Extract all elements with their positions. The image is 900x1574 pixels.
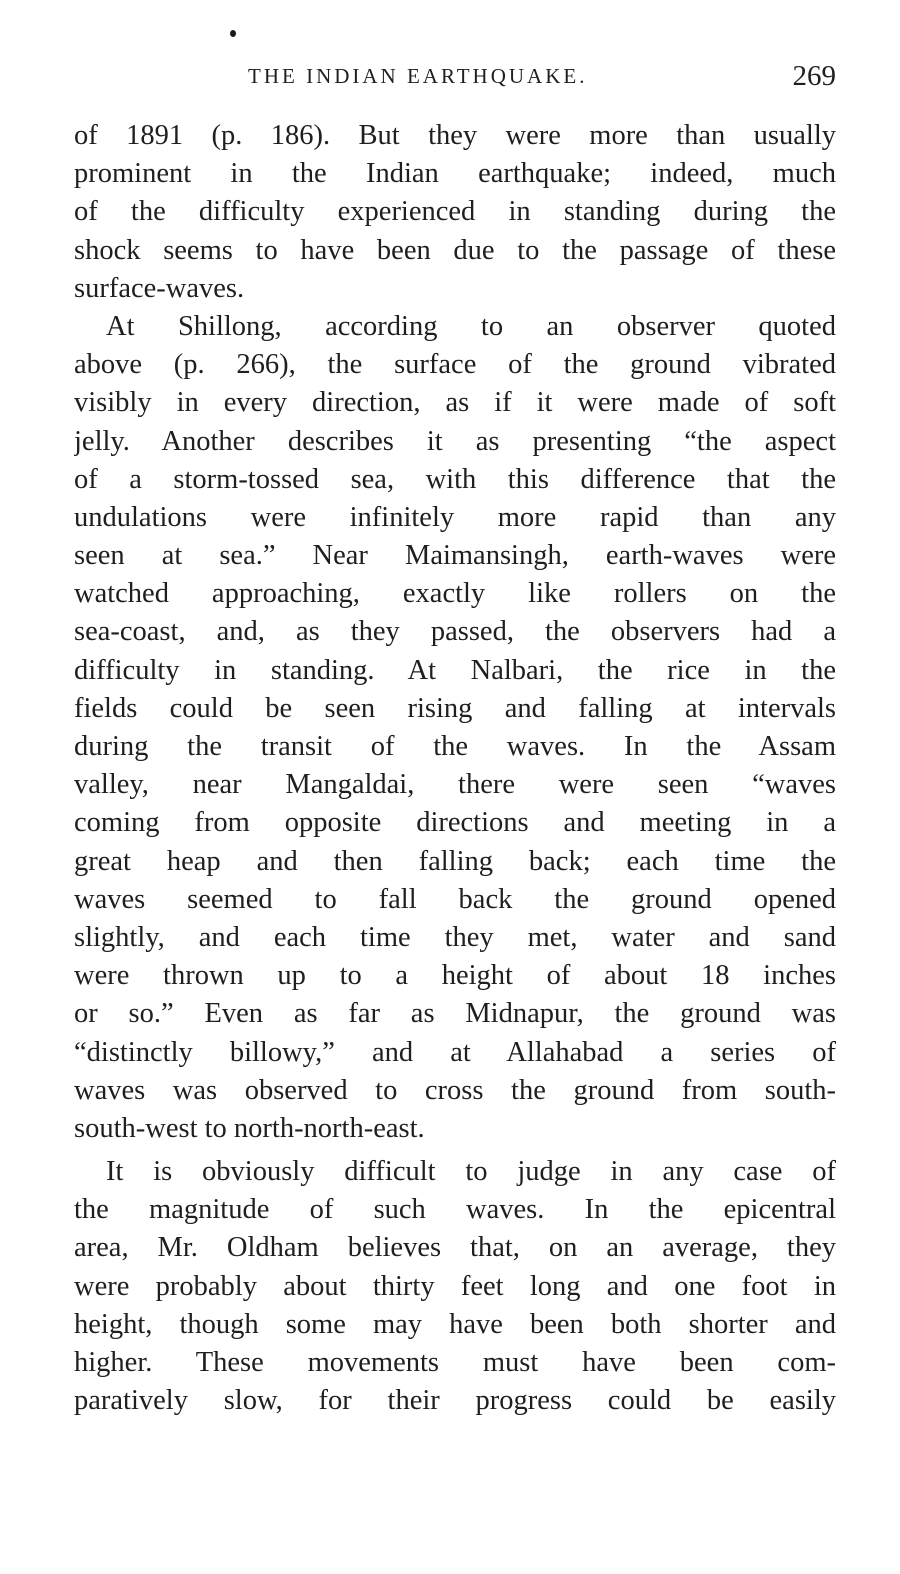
ink-speck bbox=[230, 30, 236, 37]
text-line: watched approaching, exactly like rollers on the bbox=[74, 578, 836, 610]
text-line: above (p. 266), the surface of the ground vibrated bbox=[74, 349, 836, 381]
text-line: prominent in the Indian earthquake; indeed, much bbox=[74, 158, 836, 190]
text-line: It is obviously difficult to judge in any case of bbox=[106, 1156, 836, 1188]
text-line: paratively slow, for their progress could be easily bbox=[74, 1385, 836, 1417]
running-title: THE INDIAN EARTHQUAKE. bbox=[248, 64, 588, 88]
text-line: area, Mr. Oldham believes that, on an average, they bbox=[74, 1232, 836, 1264]
text-line: during the transit of the waves. In the Assam bbox=[74, 731, 836, 762]
text-line: waves seemed to fall back the ground opened bbox=[74, 883, 836, 915]
text-line: higher. These movements must have been com- bbox=[74, 1347, 836, 1378]
text-line: difficulty in standing. At Nalbari, the rice in the bbox=[74, 654, 836, 686]
text-line: undulations were infinitely more rapid than any bbox=[74, 501, 836, 533]
text-line: the magnitude of such waves. In the epicentral bbox=[74, 1194, 836, 1226]
text-line: of 1891 (p. 186). But they were more than usually bbox=[74, 120, 836, 151]
body-text bbox=[74, 117, 836, 1420]
running-head bbox=[74, 58, 836, 94]
text-line: At Shillong, according to an observer quoted bbox=[106, 310, 836, 342]
text-line: jelly. Another describes it as presenting “the aspect bbox=[74, 425, 836, 457]
paragraph bbox=[74, 1153, 836, 1420]
text-line: or so.” Even as far as Midnapur, the ground was bbox=[74, 998, 836, 1030]
text-line: south-west to north-north-east. bbox=[74, 1112, 425, 1144]
text-line: valley, near Mangaldai, there were seen “waves bbox=[74, 769, 836, 801]
text-line: great heap and then falling back; each time the bbox=[74, 845, 836, 877]
text-line: were thrown up to a height of about 18 inches bbox=[74, 960, 836, 992]
text-line: height, though some may have been both shorter and bbox=[74, 1308, 836, 1340]
page-number: 269 bbox=[792, 60, 836, 92]
paragraph bbox=[74, 117, 836, 308]
text-line: shock seems to have been due to the passage of these bbox=[74, 234, 836, 266]
text-line: seen at sea.” Near Maimansingh, earth-waves were bbox=[74, 540, 836, 572]
text-line: coming from opposite directions and meeting in a bbox=[74, 807, 836, 839]
text-line: visibly in every direction, as if it were made of soft bbox=[74, 387, 836, 419]
text-line: fields could be seen rising and falling at intervals bbox=[74, 692, 836, 724]
text-line: of a storm-tossed sea, with this difference that the bbox=[74, 463, 836, 495]
paragraph bbox=[74, 308, 836, 1148]
text-line: of the difficulty experienced in standing during the bbox=[74, 196, 836, 228]
text-line: sea-coast, and, as they passed, the observers had a bbox=[74, 616, 836, 648]
text-line: were probably about thirty feet long and one foot in bbox=[74, 1270, 836, 1302]
text-line: waves was observed to cross the ground from south- bbox=[74, 1074, 836, 1106]
text-line: surface-waves. bbox=[74, 272, 245, 304]
text-line: “distinctly billowy,” and at Allahabad a series of bbox=[74, 1036, 836, 1068]
text-line: slightly, and each time they met, water and sand bbox=[74, 921, 836, 953]
